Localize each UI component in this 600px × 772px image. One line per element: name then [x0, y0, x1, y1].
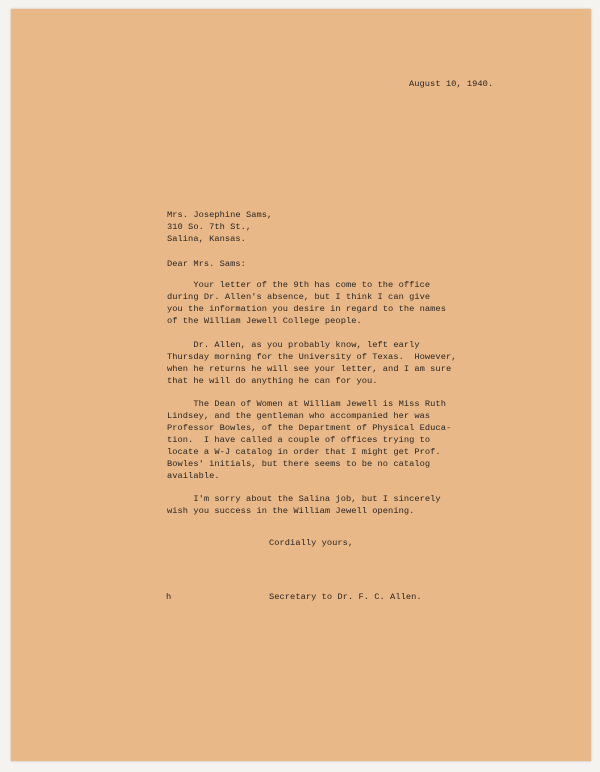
body-line: The Dean of Women at William Jewell is Miss Ruth	[167, 399, 446, 409]
recipient-address-line: Mrs. Josephine Sams,	[167, 210, 273, 220]
body-line: Thursday morning for the University of Texas. However,	[167, 352, 457, 362]
typist-initials: h	[166, 592, 172, 602]
recipient-address-line: Salina, Kansas.	[167, 234, 246, 244]
body-line: during Dr. Allen's absence, but I think I can give	[167, 292, 431, 302]
body-line: Bowles' initials, but there seems to be no catalog	[167, 459, 431, 469]
body-line: Dr. Allen, as you probably know, left early	[167, 340, 420, 350]
body-line: wish you success in the William Jewell opening.	[167, 506, 415, 516]
body-line: you the information you desire in regard to the names	[167, 304, 446, 314]
body-line: I'm sorry about the Salina job, but I sincerely	[167, 494, 441, 504]
letter-date: August 10, 1940.	[409, 79, 494, 89]
recipient-address-line: 310 So. 7th St.,	[167, 222, 252, 232]
body-line: Professor Bowles, of the Department of Physical Educa-	[167, 423, 452, 433]
salutation: Dear Mrs. Sams:	[167, 259, 246, 269]
closing: Cordially yours,	[269, 538, 354, 548]
body-line: tion. I have called a couple of offices trying to	[167, 435, 431, 445]
letter-page	[11, 9, 591, 761]
signature-line: Secretary to Dr. F. C. Allen.	[269, 592, 422, 602]
body-line: available.	[167, 471, 220, 481]
body-line: of the William Jewell College people.	[167, 316, 362, 326]
body-line: locate a W-J catalog in order that I might get Prof.	[167, 447, 441, 457]
body-line: Your letter of the 9th has come to the office	[167, 280, 431, 290]
body-line: Lindsey, and the gentleman who accompanied her was	[167, 411, 431, 421]
body-line: that he will do anything he can for you.	[167, 376, 378, 386]
body-line: when he returns he will see your letter, and I am sure	[167, 364, 452, 374]
